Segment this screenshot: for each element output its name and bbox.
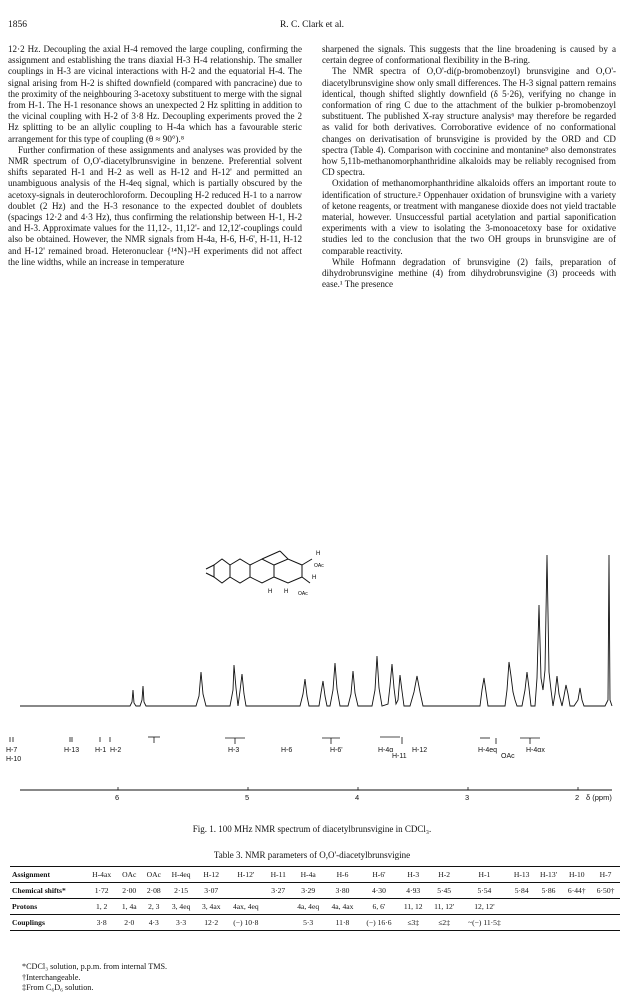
column-header: H-13' — [535, 867, 563, 883]
footnote: †Interchangeable. — [22, 972, 81, 982]
column-header: H-4eq — [166, 867, 196, 883]
nmr-parameters-table — [10, 866, 620, 931]
table-row-chemical-shifts: Chemical shifts* 1·72 2·00 2·08 2·15 3·07 3·27 3·29 3·80 4·30 4·93 5·45 5·54 5·84 5·86 6·44† 6·50† — [12, 886, 615, 895]
left-paragraph-2: Further confirmation of these assignments and analyses was provided by the NMR spectrum of O,O'-diacetylbrunsvigine in benzene. Preferential solvent shifts separated H-1 and H-2 as well as H-12 and H-12' and permitted an unambiguous analysis of the H-4eq signal, which is partially obscured by the acetoxy-signals in deuterochloroform. Decoupling H-2 reduced H-1 to a narrow doublet (2 Hz) and the H-3 resonance to the expected doublet of doublets (spacings 12·2 and 4·3 Hz), thus confirming the relationship between H-1, H-2 and H-3. Approximate values for the 11,12-, 11,12'- and 12,12'-couplings could also be obtained. However, the NMR signals from H-4a, H-6, H-6', H-11, H-12 and H-12' remained broad. Heteronuclear {¹⁴N}-¹H experiments did not affect the line widths, while an increase in temperature — [8, 144, 302, 267]
column-header: H-11 — [265, 867, 291, 883]
column-header: OAc — [142, 867, 166, 883]
peak-label-oac: OAc — [501, 753, 515, 760]
peak-label-h1: H-1 — [95, 747, 107, 754]
figure-caption: Fig. 1. 100 MHz NMR spectrum of diacetylbrunsvigine in CDCl₃. — [192, 824, 432, 834]
right-paragraph-1: sharpened the signals. This suggests that the line broadening is caused by a certain degree of conformational flexibility in the B-ring. — [322, 44, 616, 66]
peak-label-h6prime: H-6' — [330, 747, 343, 754]
table-row-protons: Protons 1, 2 1, 4a 2, 3 3, 4eq 3, 4ax 4ax, 4eq 4a, 4eq 4a, 4ax 6, 6' 11, 12 11, 12' 12, 12' — [10, 899, 620, 915]
column-header: H-4a — [291, 867, 325, 883]
running-title: R. C. Clark et al. — [279, 20, 345, 30]
column-header: H-6 — [325, 867, 359, 883]
footnote: ‡From C₆D₆ solution. — [22, 983, 94, 992]
table-header-row — [10, 867, 620, 883]
table-footnotes — [22, 962, 167, 994]
column-header: H-6' — [360, 867, 399, 883]
ppm-tick-6: 6 — [115, 793, 120, 802]
structure-h-bottom2: H — [284, 589, 289, 595]
structure-oac-bottom: OAc — [298, 591, 308, 597]
structure-h-bottom1: H — [268, 589, 273, 595]
ppm-tick-5: 5 — [245, 793, 250, 802]
table-row-couplings: Couplings 3·8 2·0 4·3 3·3 12·2 (−) 10·8 5·3 11·8 (−) 16·6 ≤3‡ ≤2‡ ~(−) 11·5‡ — [10, 915, 620, 931]
page-number: 1856 — [8, 20, 27, 30]
peak-label-h10: H-10 — [6, 756, 22, 763]
column-header: H-13 — [509, 867, 535, 883]
column-header: H-4ax — [86, 867, 116, 883]
ppm-tick-4: 4 — [355, 793, 360, 802]
structure-oac-top: OAc — [314, 563, 324, 569]
column-header: H-7 — [591, 867, 620, 883]
column-header: H-3 — [398, 867, 428, 883]
peak-label-h4eq: H-4eq — [478, 747, 498, 754]
column-header: OAc — [117, 867, 142, 883]
column-header: H-10 — [562, 867, 591, 883]
right-paragraph-2: The NMR spectra of O,O'-di(p-bromobenzoyl) brunsvigine and O,O'-diacetylbrunsvigine show only small differences. The H-3 signal pattern remains identical, though shifted slightly downfield (δ 5·26), verifying no change in conformation of ring C due to the attachment of the bulkier p-bromobenzoyl substituent. The published X-ray structure analysis⁶ may therefore be regarded as valid for both derivatives. Corroborative evidence of no conformational changes on derivatisation of brunsvigine is provided by the ORD and CD spectra (Table 4). Comparison with coccinine and montanine⁹ also demonstrates how 5,11b-methanomorphanthridine alkaloids may be reliably recognised from CD spectra. — [322, 66, 616, 178]
column-header: H-1 — [460, 867, 509, 883]
peak-marker-lines — [10, 737, 540, 744]
ppm-tick-3: 3 — [465, 793, 470, 802]
peak-label-h2: H-2 — [110, 747, 122, 754]
peak-label-h3: H-3 — [228, 747, 240, 754]
column-header: H-12 — [196, 867, 226, 883]
right-paragraph-3: Oxidation of methanomorphanthridine alkaloids offers an important route to identification of structure.² Oppenhauer oxidation of brunsvigine with a variety of ketone reagents, or treatment with manganese dioxide does not yield tractable material, however. Unsuccessful partial acetylation and partial saponification experiments with a view to isolating the 3-monoacetoxy base for oxidative studies led to the conclusion that the two OH groups in brunsvigine are of comparable reactivity. — [322, 178, 616, 256]
peak-label-h12: H-12 — [412, 747, 428, 754]
right-paragraph-4: While Hofmann degradation of brunsvigine (2) fails, preparation of dihydrobrunsvigine methine (4) from dihydrobrunsvigine (3) proceeds with ease.¹ The presence — [322, 256, 616, 290]
column-header: Assignment — [10, 867, 86, 883]
table-title: Table 3. NMR parameters of O,O'-diacetylbrunsvigine — [213, 850, 411, 860]
footnote: *CDCl₃ solution, p.p.m. from internal TMS. — [22, 962, 168, 971]
spectrum-trace — [20, 555, 612, 706]
peak-label-h7: H-7 — [6, 747, 18, 754]
ppm-axis-unit: δ (ppm) — [586, 793, 612, 802]
column-header: H-2 — [428, 867, 460, 883]
column-header: H-12' — [226, 867, 265, 883]
peak-label-h4ax: H-4αx — [526, 747, 545, 754]
left-paragraph-1: 12·2 Hz. Decoupling the axial H-4 removed the large coupling, confirming the assignment and establishing the trans diaxial H-3 H-4 relationship. The smaller couplings in H-3 are vicinal interactions with H-2 and the equatorial H-4. The signal arising from H-2 is shifted downfield (compared with pancracine) due to the proximity of the neighbouring 3-acetoxy substituent to merge with the signal from H-1. The H-1 resonance shows an unexpected 2 Hz splitting in addition to the vicinal coupling with H-2 of 3·8 Hz. Decoupling experiments proved the 2 Hz splitting to be an allylic coupling to H-4a which has a favourable steric arrangement for this type of coupling (θ ≈ 90°).⁸ — [8, 44, 302, 144]
peak-label-h6: H-6 — [281, 747, 293, 754]
structure-h-top: H — [316, 551, 321, 557]
peak-label-h11: H-11 — [392, 753, 407, 760]
peak-label-h4alpha: H-4α — [378, 747, 394, 754]
peak-label-h13: H-13 — [64, 747, 80, 754]
structure-h-right: H — [312, 575, 317, 581]
ppm-tick-2: 2 — [575, 793, 580, 802]
